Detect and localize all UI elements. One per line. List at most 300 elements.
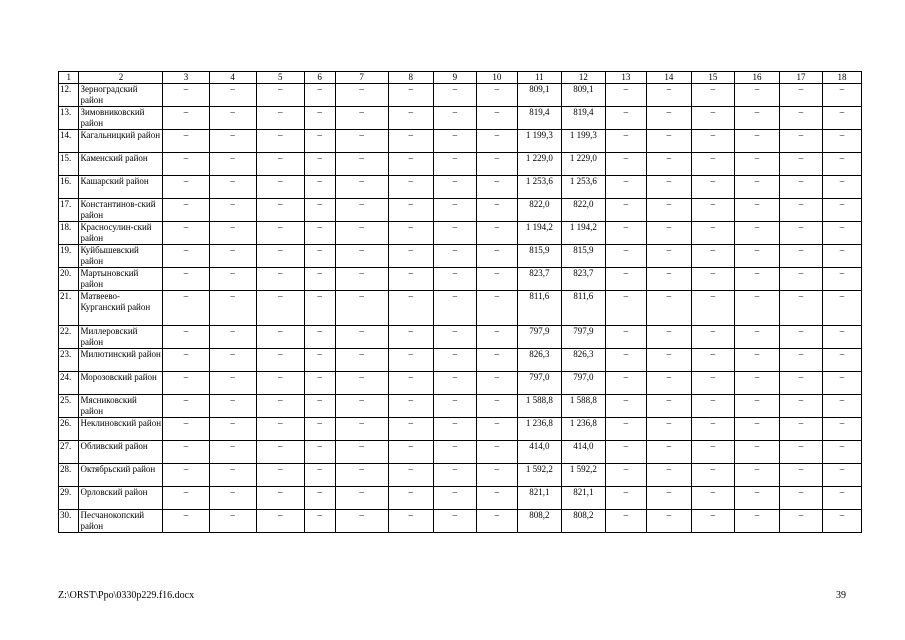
cell-v6: –	[304, 268, 335, 291]
cell-v5: –	[256, 464, 304, 487]
cell-v13: –	[605, 418, 646, 441]
cell-v17: –	[779, 487, 822, 510]
cell-v17: –	[779, 372, 822, 395]
cell-v11: 823,7	[517, 268, 561, 291]
cell-v7: –	[335, 349, 388, 372]
cell-v17: –	[779, 176, 822, 199]
cell-v13: –	[605, 395, 646, 418]
cell-v17: –	[779, 441, 822, 464]
cell-v7: –	[335, 510, 388, 533]
column-header: 4	[209, 72, 256, 84]
row-number: 24.	[59, 372, 79, 395]
cell-v18: –	[822, 418, 861, 441]
cell-v14: –	[646, 487, 691, 510]
cell-v3: –	[163, 199, 209, 222]
cell-v16: –	[734, 130, 779, 153]
cell-v15: –	[691, 326, 734, 349]
table-row	[59, 326, 862, 349]
table-row	[59, 372, 862, 395]
cell-v12: 1 588,8	[561, 395, 605, 418]
cell-v14: –	[646, 349, 691, 372]
cell-v6: –	[304, 84, 335, 107]
cell-v7: –	[335, 326, 388, 349]
cell-v12: 1 199,3	[561, 130, 605, 153]
cell-v9: –	[433, 510, 476, 533]
cell-v7: –	[335, 176, 388, 199]
cell-v13: –	[605, 510, 646, 533]
cell-v10: –	[476, 395, 517, 418]
cell-v11: 1 236,8	[517, 418, 561, 441]
cell-v5: –	[256, 130, 304, 153]
cell-v11: 1 194,2	[517, 222, 561, 245]
table-row	[59, 487, 862, 510]
district-name: Матвеево-Курганский район	[79, 291, 163, 326]
cell-v13: –	[605, 268, 646, 291]
cell-v15: –	[691, 395, 734, 418]
cell-v12: 1 236,8	[561, 418, 605, 441]
row-number: 12.	[59, 84, 79, 107]
cell-v16: –	[734, 326, 779, 349]
cell-v9: –	[433, 84, 476, 107]
cell-v15: –	[691, 291, 734, 326]
cell-v10: –	[476, 268, 517, 291]
cell-v11: 1 253,6	[517, 176, 561, 199]
row-number: 21.	[59, 291, 79, 326]
column-header: 9	[433, 72, 476, 84]
cell-v17: –	[779, 326, 822, 349]
column-header: 5	[256, 72, 304, 84]
cell-v8: –	[388, 268, 433, 291]
district-name: Обливский район	[79, 441, 163, 464]
cell-v15: –	[691, 349, 734, 372]
cell-v14: –	[646, 395, 691, 418]
cell-v13: –	[605, 130, 646, 153]
column-header: 13	[605, 72, 646, 84]
column-header: 17	[779, 72, 822, 84]
cell-v18: –	[822, 199, 861, 222]
cell-v6: –	[304, 326, 335, 349]
cell-v17: –	[779, 291, 822, 326]
cell-v6: –	[304, 395, 335, 418]
table-row	[59, 245, 862, 268]
row-number: 28.	[59, 464, 79, 487]
cell-v16: –	[734, 510, 779, 533]
cell-v11: 811,6	[517, 291, 561, 326]
cell-v4: –	[209, 441, 256, 464]
cell-v9: –	[433, 349, 476, 372]
cell-v18: –	[822, 395, 861, 418]
cell-v4: –	[209, 222, 256, 245]
cell-v16: –	[734, 291, 779, 326]
cell-v18: –	[822, 464, 861, 487]
cell-v6: –	[304, 349, 335, 372]
cell-v17: –	[779, 222, 822, 245]
cell-v4: –	[209, 84, 256, 107]
cell-v16: –	[734, 464, 779, 487]
cell-v18: –	[822, 268, 861, 291]
cell-v17: –	[779, 130, 822, 153]
cell-v16: –	[734, 176, 779, 199]
district-name: Милютинский район	[79, 349, 163, 372]
column-header: 10	[476, 72, 517, 84]
cell-v12: 809,1	[561, 84, 605, 107]
cell-v18: –	[822, 372, 861, 395]
table-row	[59, 222, 862, 245]
cell-v9: –	[433, 222, 476, 245]
cell-v3: –	[163, 349, 209, 372]
table-row	[59, 107, 862, 130]
cell-v17: –	[779, 245, 822, 268]
cell-v11: 809,1	[517, 84, 561, 107]
cell-v9: –	[433, 464, 476, 487]
cell-v16: –	[734, 268, 779, 291]
cell-v5: –	[256, 372, 304, 395]
cell-v3: –	[163, 464, 209, 487]
table-row	[59, 349, 862, 372]
row-number: 14.	[59, 130, 79, 153]
cell-v17: –	[779, 84, 822, 107]
row-number: 16.	[59, 176, 79, 199]
cell-v4: –	[209, 395, 256, 418]
cell-v8: –	[388, 418, 433, 441]
cell-v7: –	[335, 245, 388, 268]
cell-v6: –	[304, 199, 335, 222]
cell-v16: –	[734, 107, 779, 130]
cell-v15: –	[691, 510, 734, 533]
cell-v8: –	[388, 395, 433, 418]
cell-v4: –	[209, 510, 256, 533]
cell-v3: –	[163, 268, 209, 291]
cell-v11: 822,0	[517, 199, 561, 222]
cell-v11: 808,2	[517, 510, 561, 533]
cell-v15: –	[691, 372, 734, 395]
cell-v13: –	[605, 153, 646, 176]
row-number: 30.	[59, 510, 79, 533]
cell-v5: –	[256, 268, 304, 291]
cell-v14: –	[646, 176, 691, 199]
cell-v13: –	[605, 441, 646, 464]
cell-v12: 1 253,6	[561, 176, 605, 199]
cell-v10: –	[476, 153, 517, 176]
cell-v7: –	[335, 395, 388, 418]
cell-v10: –	[476, 464, 517, 487]
cell-v11: 414,0	[517, 441, 561, 464]
cell-v9: –	[433, 245, 476, 268]
cell-v18: –	[822, 107, 861, 130]
cell-v12: 414,0	[561, 441, 605, 464]
cell-v8: –	[388, 176, 433, 199]
cell-v14: –	[646, 441, 691, 464]
column-header: 16	[734, 72, 779, 84]
cell-v12: 811,6	[561, 291, 605, 326]
cell-v4: –	[209, 199, 256, 222]
cell-v3: –	[163, 153, 209, 176]
row-number: 19.	[59, 245, 79, 268]
cell-v5: –	[256, 349, 304, 372]
cell-v12: 822,0	[561, 199, 605, 222]
cell-v14: –	[646, 418, 691, 441]
cell-v17: –	[779, 268, 822, 291]
district-name: Кагальницкий район	[79, 130, 163, 153]
cell-v8: –	[388, 84, 433, 107]
cell-v16: –	[734, 395, 779, 418]
cell-v8: –	[388, 326, 433, 349]
column-header: 6	[304, 72, 335, 84]
cell-v3: –	[163, 418, 209, 441]
cell-v5: –	[256, 487, 304, 510]
cell-v13: –	[605, 372, 646, 395]
cell-v9: –	[433, 130, 476, 153]
cell-v11: 1 199,3	[517, 130, 561, 153]
table-row	[59, 199, 862, 222]
cell-v12: 823,7	[561, 268, 605, 291]
cell-v6: –	[304, 487, 335, 510]
table-row	[59, 130, 862, 153]
cell-v7: –	[335, 199, 388, 222]
cell-v5: –	[256, 153, 304, 176]
cell-v14: –	[646, 222, 691, 245]
district-name: Каменский район	[79, 153, 163, 176]
cell-v3: –	[163, 222, 209, 245]
cell-v18: –	[822, 441, 861, 464]
cell-v15: –	[691, 130, 734, 153]
cell-v6: –	[304, 130, 335, 153]
district-name: Красносулин-ский район	[79, 222, 163, 245]
cell-v12: 1 592,2	[561, 464, 605, 487]
cell-v8: –	[388, 130, 433, 153]
cell-v6: –	[304, 510, 335, 533]
cell-v6: –	[304, 153, 335, 176]
cell-v9: –	[433, 395, 476, 418]
cell-v3: –	[163, 372, 209, 395]
cell-v8: –	[388, 487, 433, 510]
cell-v16: –	[734, 441, 779, 464]
cell-v15: –	[691, 464, 734, 487]
cell-v15: –	[691, 176, 734, 199]
cell-v9: –	[433, 418, 476, 441]
cell-v11: 1 592,2	[517, 464, 561, 487]
table-row	[59, 395, 862, 418]
cell-v13: –	[605, 291, 646, 326]
cell-v17: –	[779, 510, 822, 533]
cell-v10: –	[476, 222, 517, 245]
cell-v4: –	[209, 326, 256, 349]
cell-v8: –	[388, 153, 433, 176]
cell-v6: –	[304, 372, 335, 395]
cell-v14: –	[646, 464, 691, 487]
cell-v12: 826,3	[561, 349, 605, 372]
cell-v3: –	[163, 84, 209, 107]
footer-file-path: Z:\ORST\Ppo\0330p229.f16.docx	[58, 590, 195, 601]
cell-v17: –	[779, 464, 822, 487]
cell-v15: –	[691, 245, 734, 268]
cell-v18: –	[822, 487, 861, 510]
cell-v10: –	[476, 291, 517, 326]
cell-v12: 1 194,2	[561, 222, 605, 245]
table-row	[59, 441, 862, 464]
district-name: Неклиновский район	[79, 418, 163, 441]
cell-v12: 819,4	[561, 107, 605, 130]
cell-v8: –	[388, 199, 433, 222]
cell-v13: –	[605, 199, 646, 222]
cell-v3: –	[163, 510, 209, 533]
cell-v9: –	[433, 199, 476, 222]
row-number: 29.	[59, 487, 79, 510]
cell-v4: –	[209, 176, 256, 199]
cell-v7: –	[335, 222, 388, 245]
cell-v12: 797,9	[561, 326, 605, 349]
cell-v6: –	[304, 176, 335, 199]
cell-v15: –	[691, 222, 734, 245]
cell-v15: –	[691, 153, 734, 176]
cell-v3: –	[163, 326, 209, 349]
cell-v13: –	[605, 464, 646, 487]
cell-v14: –	[646, 130, 691, 153]
cell-v8: –	[388, 349, 433, 372]
cell-v4: –	[209, 130, 256, 153]
cell-v14: –	[646, 245, 691, 268]
cell-v9: –	[433, 326, 476, 349]
district-name: Кашарский район	[79, 176, 163, 199]
cell-v9: –	[433, 441, 476, 464]
cell-v6: –	[304, 464, 335, 487]
cell-v13: –	[605, 222, 646, 245]
cell-v5: –	[256, 107, 304, 130]
cell-v10: –	[476, 349, 517, 372]
table-row	[59, 291, 862, 326]
cell-v4: –	[209, 487, 256, 510]
district-name: Мясниковский район	[79, 395, 163, 418]
cell-v12: 815,9	[561, 245, 605, 268]
cell-v5: –	[256, 418, 304, 441]
cell-v5: –	[256, 176, 304, 199]
cell-v11: 1 588,8	[517, 395, 561, 418]
footer-page-number: 39	[836, 590, 846, 601]
cell-v8: –	[388, 222, 433, 245]
cell-v10: –	[476, 199, 517, 222]
cell-v9: –	[433, 291, 476, 326]
cell-v8: –	[388, 107, 433, 130]
table-row	[59, 510, 862, 533]
row-number: 25.	[59, 395, 79, 418]
cell-v13: –	[605, 84, 646, 107]
cell-v6: –	[304, 107, 335, 130]
cell-v10: –	[476, 487, 517, 510]
header-row	[59, 72, 862, 84]
cell-v10: –	[476, 107, 517, 130]
table-row	[59, 418, 862, 441]
cell-v11: 797,9	[517, 326, 561, 349]
cell-v3: –	[163, 130, 209, 153]
district-name: Мартыновский район	[79, 268, 163, 291]
cell-v11: 819,4	[517, 107, 561, 130]
cell-v13: –	[605, 487, 646, 510]
cell-v11: 821,1	[517, 487, 561, 510]
cell-v14: –	[646, 107, 691, 130]
column-header: 3	[163, 72, 209, 84]
cell-v18: –	[822, 326, 861, 349]
cell-v14: –	[646, 268, 691, 291]
table-row	[59, 84, 862, 107]
cell-v15: –	[691, 487, 734, 510]
cell-v18: –	[822, 153, 861, 176]
district-name: Октябрьский район	[79, 464, 163, 487]
column-header: 11	[517, 72, 561, 84]
cell-v17: –	[779, 107, 822, 130]
cell-v7: –	[335, 107, 388, 130]
cell-v9: –	[433, 487, 476, 510]
cell-v5: –	[256, 326, 304, 349]
cell-v4: –	[209, 291, 256, 326]
cell-v14: –	[646, 372, 691, 395]
table-row	[59, 268, 862, 291]
cell-v8: –	[388, 245, 433, 268]
cell-v10: –	[476, 418, 517, 441]
cell-v10: –	[476, 130, 517, 153]
cell-v5: –	[256, 84, 304, 107]
cell-v10: –	[476, 84, 517, 107]
cell-v14: –	[646, 326, 691, 349]
row-number: 22.	[59, 326, 79, 349]
column-header: 14	[646, 72, 691, 84]
cell-v7: –	[335, 153, 388, 176]
cell-v6: –	[304, 222, 335, 245]
cell-v8: –	[388, 510, 433, 533]
cell-v8: –	[388, 372, 433, 395]
cell-v9: –	[433, 107, 476, 130]
cell-v7: –	[335, 372, 388, 395]
cell-v10: –	[476, 510, 517, 533]
cell-v17: –	[779, 199, 822, 222]
cell-v11: 815,9	[517, 245, 561, 268]
cell-v5: –	[256, 291, 304, 326]
cell-v16: –	[734, 349, 779, 372]
cell-v3: –	[163, 176, 209, 199]
cell-v10: –	[476, 372, 517, 395]
row-number: 15.	[59, 153, 79, 176]
column-header: 2	[79, 72, 163, 84]
cell-v13: –	[605, 326, 646, 349]
district-name: Зимовниковский район	[79, 107, 163, 130]
cell-v18: –	[822, 222, 861, 245]
cell-v17: –	[779, 349, 822, 372]
cell-v14: –	[646, 291, 691, 326]
row-number: 17.	[59, 199, 79, 222]
cell-v8: –	[388, 464, 433, 487]
cell-v16: –	[734, 418, 779, 441]
cell-v11: 1 229,0	[517, 153, 561, 176]
row-number: 20.	[59, 268, 79, 291]
cell-v16: –	[734, 222, 779, 245]
column-header: 8	[388, 72, 433, 84]
cell-v17: –	[779, 153, 822, 176]
cell-v15: –	[691, 199, 734, 222]
cell-v7: –	[335, 84, 388, 107]
cell-v7: –	[335, 268, 388, 291]
cell-v15: –	[691, 268, 734, 291]
cell-v3: –	[163, 395, 209, 418]
cell-v4: –	[209, 349, 256, 372]
cell-v13: –	[605, 107, 646, 130]
cell-v7: –	[335, 441, 388, 464]
cell-v7: –	[335, 487, 388, 510]
cell-v4: –	[209, 418, 256, 441]
cell-v4: –	[209, 153, 256, 176]
cell-v4: –	[209, 268, 256, 291]
cell-v9: –	[433, 268, 476, 291]
cell-v5: –	[256, 199, 304, 222]
cell-v13: –	[605, 245, 646, 268]
